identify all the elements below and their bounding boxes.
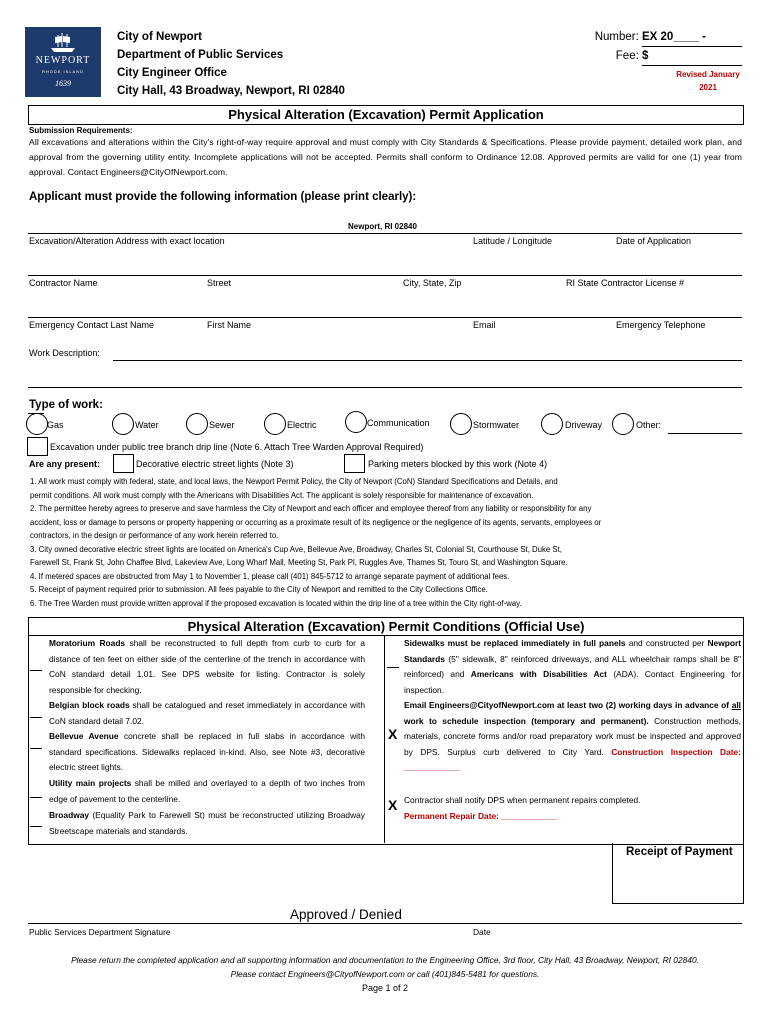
fee-label: Fee: [615,50,639,62]
condition-bold: Moratorium Roads [49,638,126,648]
parking-meters-label: Parking meters blocked by this work (Note 4) [368,459,548,469]
note-line: permit conditions. All work must comply with the Americans with Disabilities Act. The applicant is solely responsible for maintenance of excavation. [30,490,534,500]
water-radio[interactable] [112,413,134,435]
revised-line: 2021 [699,83,717,92]
type-of-work-heading: Type of work: [29,399,103,411]
field-line[interactable] [28,317,742,318]
condition-check[interactable] [30,797,42,798]
revised-line: Revised January [676,70,740,79]
present-label: Are any present: [29,459,101,469]
header-line: City of Newport [117,31,202,43]
submission-text: All excavations and alterations within the City's right-of-way require approval and must comply with City Standards & Specifications. Please provide payment, detailed work plan, and approval from the governing utility entity. Incomplete applications will not be accepted. Permits shall conform to Ordinance 12.08. Approved permits are valid for one (1) year from approval. Contact Engineers@CityOfNewport.com. [29,137,742,177]
condition-bold: all [731,700,741,710]
email-label: Email [473,320,496,330]
contractor-label: Contractor Name [29,278,98,288]
condition-sidewalks [404,636,741,698]
condition-bold: work to schedule inspection (temporary and permanent). [404,715,649,726]
condition-check[interactable] [30,826,42,827]
electric-radio[interactable] [264,413,286,435]
work-description-field[interactable] [28,387,742,388]
date-label: Date [473,927,491,937]
condition-bold: Newport Standards [404,638,741,664]
x-mark[interactable]: X [388,797,398,813]
signature-label: Public Services Department Signature [29,927,171,937]
condition-text: Construction methods, materials, concrete forms and/or road preparatory work must be inspected and approved by DPS. Surplus curb delivered to City Yard. [404,715,741,757]
page-title: Physical Alteration (Excavation) Permit Application [28,105,744,125]
logo-sub: RHODE ISLAND [41,69,84,74]
condition-bold: Americans with Disabilities Act [470,669,607,679]
condition-bold: Bellevue Avenue [49,731,119,741]
x-mark[interactable]: X [388,726,398,742]
excavation-tree-checkbox[interactable] [27,437,48,456]
condition-utility [49,776,365,807]
street-lights-label: Decorative electric street lights (Note 3) [136,459,294,469]
condition-bellevue [49,729,365,776]
stormwater-radio[interactable] [450,413,472,435]
driveway-label: Driveway [565,420,603,430]
header-line: City Engineer Office [117,67,227,79]
footer-contact: Please contact Engineers@CityofNewport.com or call (401)845-5481 for questions. [230,969,540,979]
condition-text: shall be reconstructed to full depth from curb to curb for a distance of ten feet on either side of the centerline of the trench in accordance with CoN standard detail 1.01. See DPS website for listing. Contractor is solely responsible for checking. [49,638,365,695]
condition-inspection [404,698,741,776]
condition-check[interactable] [30,670,42,671]
field-line[interactable] [28,275,742,276]
construction-inspection-date[interactable]: Construction Inspection Date: ____________ [404,746,741,772]
street-label: Street [207,278,232,288]
stormwater-label: Stormwater [473,420,520,430]
condition-check[interactable] [30,717,42,718]
note-line: 3. City owned decorative electric street lights are located on America's Cup Ave, Bellevue Ave, Broadway, Charles St, Colonial St, Courthouse St, Duke St, [30,544,562,554]
condition-broadway [49,808,365,839]
parking-meters-checkbox[interactable] [344,454,365,473]
number-field[interactable]: EX 20____ - [642,28,742,47]
notes-list [30,475,744,610]
city-seal-logo [25,27,101,97]
emergency-phone-label: Emergency Telephone [616,320,706,330]
condition-text: concrete shall be replaced in full slabs in accordance with standard specifications. Sidewalks replaced in-kind. Also, see Note #3, decorative electric street lights. [49,731,366,772]
condition-bold: Email Engineers@CityofNewport.com at least two (2) working days in advance of [404,700,732,710]
signature-line[interactable] [28,923,742,924]
latlong-label: Latitude / Longitude [473,236,553,246]
city-state-zip-label: City, State, Zip [403,278,462,288]
approved-denied: Approved / Denied [290,907,402,922]
header-line: City Hall, 43 Broadway, Newport, RI 02840 [117,85,345,97]
logo-year: 1639 [55,79,71,88]
sewer-label: Sewer [209,420,235,430]
submission-heading: Submission Requirements: [29,126,133,135]
logo-name: NEWPORT [35,55,91,66]
condition-bold: Sidewalks must be replaced immediately in full panels [404,638,626,648]
other-label: Other: [636,420,662,430]
condition-bold: Belgian block roads [49,700,130,710]
city-value: Newport, RI 02840 [348,222,417,231]
page-number: Page 1 of 2 [361,983,409,993]
revised-note [666,68,750,94]
gas-label: Gas [47,420,64,430]
license-label: RI State Contractor License # [566,278,685,288]
emergency-last-label: Emergency Contact Last Name [29,320,155,330]
header-line: Department of Public Services [117,49,284,61]
permit-number-block [595,28,742,66]
condition-text: (ADA). Contact Engineering for inspection. [404,669,741,695]
footer-instructions: Please return the completed application and all supporting information and documentation to the Engineering Office, 3rd floor, City Hall, 43 Broadway, Newport, RI 02840. [71,955,699,965]
water-label: Water [135,420,159,430]
address-label: Excavation/Alteration Address with exact location [29,236,225,246]
condition-text: (5" sidewalk, 8" reinforced driveways, and ALL wheelchair ramps shall be 8" reinforced) and [404,653,741,679]
note-line: 4. If metered spaces are obstructed from May 1 to November 1, please call (401) 845-5712 to arrange separate payment of additional fees. [30,571,510,581]
field-line[interactable] [28,233,742,234]
permanent-repair-date[interactable]: Permanent Repair Date: ____________ [404,810,558,821]
condition-text: shall be milled and overlayed to a depth of two inches from edge of pavement to the centerline. [49,778,365,804]
gas-radio[interactable] [26,413,48,435]
work-description-field[interactable] [113,360,742,361]
receipt-label: Receipt of Payment [626,846,733,858]
communication-label: Communication [367,418,430,428]
note-line: Farewell St, Frank St, John Chaffee Blvd, Lakeview Ave, Long Wharf Mall, Meeting St, Park Pl, Ruggles Ave, Thames St, Touro St, and Washington Square. [30,558,568,567]
excavation-tree-label: Excavation under public tree branch drip line (Note 6. Attach Tree Warden Approval Required) [50,442,424,452]
condition-text: Contractor shall notify DPS when permanent repairs completed. [404,795,641,805]
conditions-title: Physical Alteration (Excavation) Permit Conditions (Official Use) [28,617,744,636]
note-line: accident, loss or damage to persons or property happening or occurring as a proximate result of its negligence or the negligence of its agents, servants, employees or [30,517,602,527]
note-line: 6. The Tree Warden must provide written approval if the proposed excavation is located within the drip line of a tree within the City right-of-way. [30,598,522,608]
ship-icon [47,31,79,53]
driveway-radio[interactable] [541,413,563,435]
condition-bold: Utility main projects [49,778,132,788]
note-line: 1. All work must comply with federal, state, and local laws, the Newport Permit Policy, the City of Newport (CoN) Standard Specifications and Details, and [30,477,558,486]
street-lights-checkbox[interactable] [113,454,134,473]
work-description-label: Work Description: [29,348,100,358]
note-line: 2. The permittee hereby agrees to preserve and save harmless the City of Newport and each officer and employee thereof from any liability or responsibility for any [30,504,592,513]
first-name-label: First Name [207,320,252,330]
condition-permanent [404,793,741,824]
applicant-heading: Applicant must provide the following information (please print clearly): [29,191,417,203]
other-radio[interactable] [612,413,634,435]
divider [384,635,385,843]
note-line: contractors, in the design or performance of any work herein referred to. [30,531,279,540]
other-field[interactable] [668,433,742,434]
date-application-label: Date of Application [616,236,692,246]
office-address [117,28,345,100]
note-line: 5. Receipt of payment required prior to submission. All fees payable to the City of Newport and remitted to the City Collections Office. [30,585,488,594]
fee-field[interactable]: $ [642,47,742,66]
condition-check[interactable] [30,748,42,749]
condition-moratorium [49,636,365,698]
condition-text: (Equality Park to Farewell St) must be reconstructed utilizing Broadway Streetscape materials and standards. [49,810,365,836]
condition-text: and constructed per [625,638,708,648]
number-label: Number: [594,31,639,43]
condition-text: shall be catalogued and reset immediately in accordance with CoN standard detail 7.02. [49,700,365,726]
communication-radio[interactable] [345,411,367,433]
condition-check[interactable] [387,667,399,668]
electric-label: Electric [287,420,317,430]
sewer-radio[interactable] [186,413,208,435]
condition-bold: Broadway [49,810,90,820]
condition-belgian [49,698,365,729]
